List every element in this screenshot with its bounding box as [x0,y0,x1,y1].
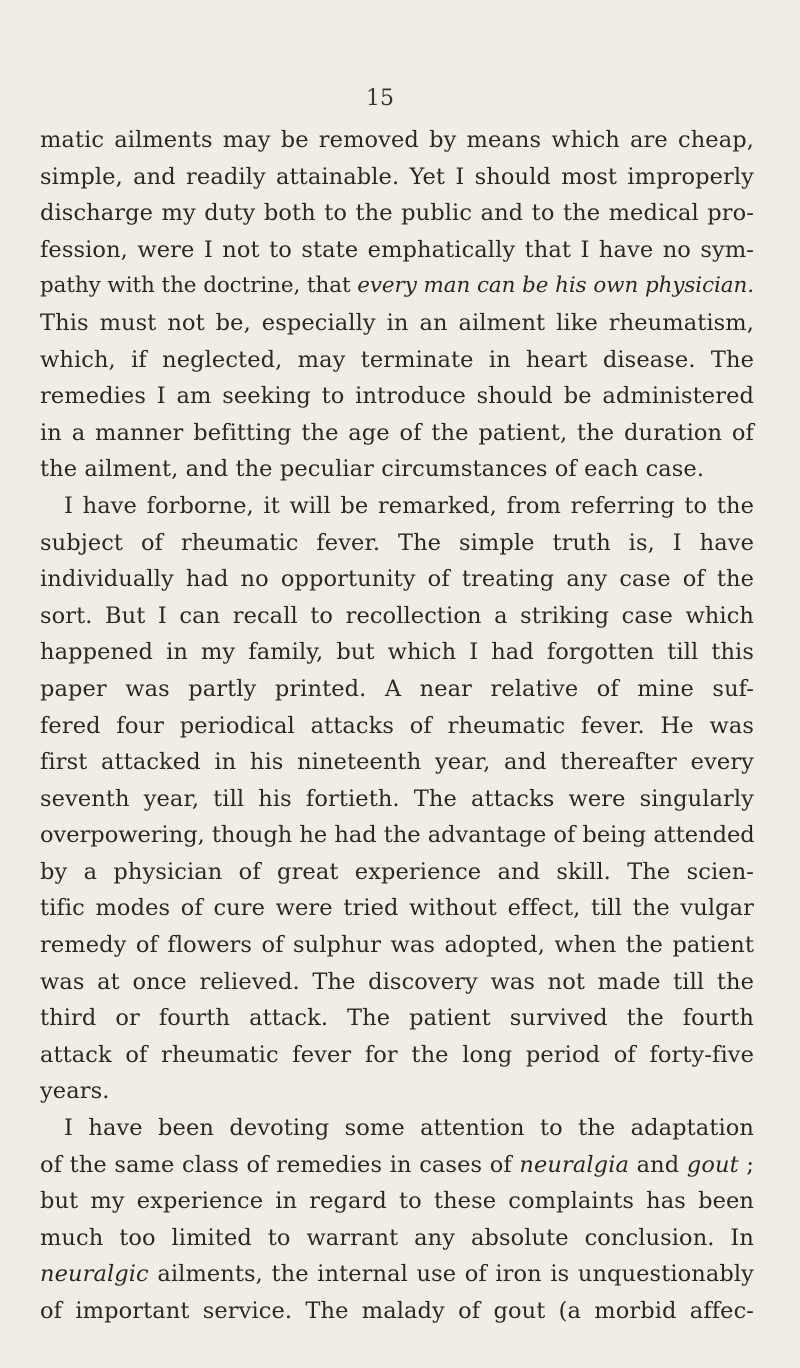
body-text [40,122,754,1330]
text-line: in a manner befitting the age of the patient, the duration of [40,419,754,446]
text-line: subject of rheumatic fever. The simple truth is, I have [40,529,754,556]
text-line: sort. But I can recall to recollection a striking case which [40,602,754,629]
italic-text: every man can be his own physician. [357,273,754,299]
text-line: simple, and readily attainable. Yet I should most improperly [40,163,754,190]
text-line: matic ailments may be removed by means which are cheap, [40,127,754,153]
text-line: I have been devoting some attention to the adaptation [64,1115,754,1142]
text-line: fession, were I not to state emphatically that I have no sym- [40,236,754,263]
text-line: attack of rheumatic fever for the long period of forty-five [40,1041,754,1068]
text-line: remedies I am seeking to introduce should be administered [40,383,754,410]
italic-text: neuralgia [519,1151,629,1178]
text-line: third or fourth attack. The patient survived the fourth [40,1005,754,1032]
text-line: seventh year, till his fortieth. The attacks were singularly [40,785,754,812]
text-line: first attacked in his nineteenth year, and thereafter every [40,749,754,776]
text-line [40,268,754,305]
text-line: fered four periodical attacks of rheumatic fever. He was [40,712,754,739]
text-line: but my experience in regard to these complaints has been [40,1188,754,1215]
text-line: years. [40,1078,110,1105]
text-line: happened in my family, but which I had forgotten till this [40,639,754,666]
text-line: discharge my duty both to the public and to the medical pro- [40,200,754,227]
text-segment: ; [738,1151,755,1178]
text-segment: and [629,1151,687,1178]
text-line: I have forborne, it will be remarked, from referring to the [64,492,754,519]
text-line [40,1256,754,1293]
text-line: was at once relieved. The discovery was not made till the [40,968,754,995]
text-line: overpowering, though he had the advantage of being attended [40,822,755,849]
italic-text: gout [686,1151,739,1178]
text-line [40,1147,754,1184]
italic-text: neuralgic [40,1261,149,1288]
text-line: individually had no opportunity of treating any case of the [40,566,754,593]
text-segment: of the same class of remedies in cases of [40,1151,520,1178]
text-segment: pathy with the doctrine, that [40,273,358,299]
text-line: remedy of flowers of sulphur was adopted, when the patient [40,932,754,959]
text-line: much too limited to warrant any absolute conclusion. In [40,1224,754,1251]
text-line: This must not be, especially in an ailment like rheumatism, [40,309,754,336]
text-line: the ailment, and the peculiar circumstances of each case. [40,456,705,483]
text-line: which, if neglected, may terminate in heart disease. The [40,346,754,373]
text-line: tific modes of cure were tried without effect, till the vulgar [40,895,754,922]
text-line: of important service. The malady of gout (a morbid affec- [40,1298,754,1324]
text-line: paper was partly printed. A near relative of mine suf- [40,675,754,702]
page-number: 15 [366,86,394,111]
text-line: by a physician of great experience and skill. The scien- [40,858,754,885]
text-segment: ailments, the internal use of iron is unquestionably [148,1261,754,1288]
